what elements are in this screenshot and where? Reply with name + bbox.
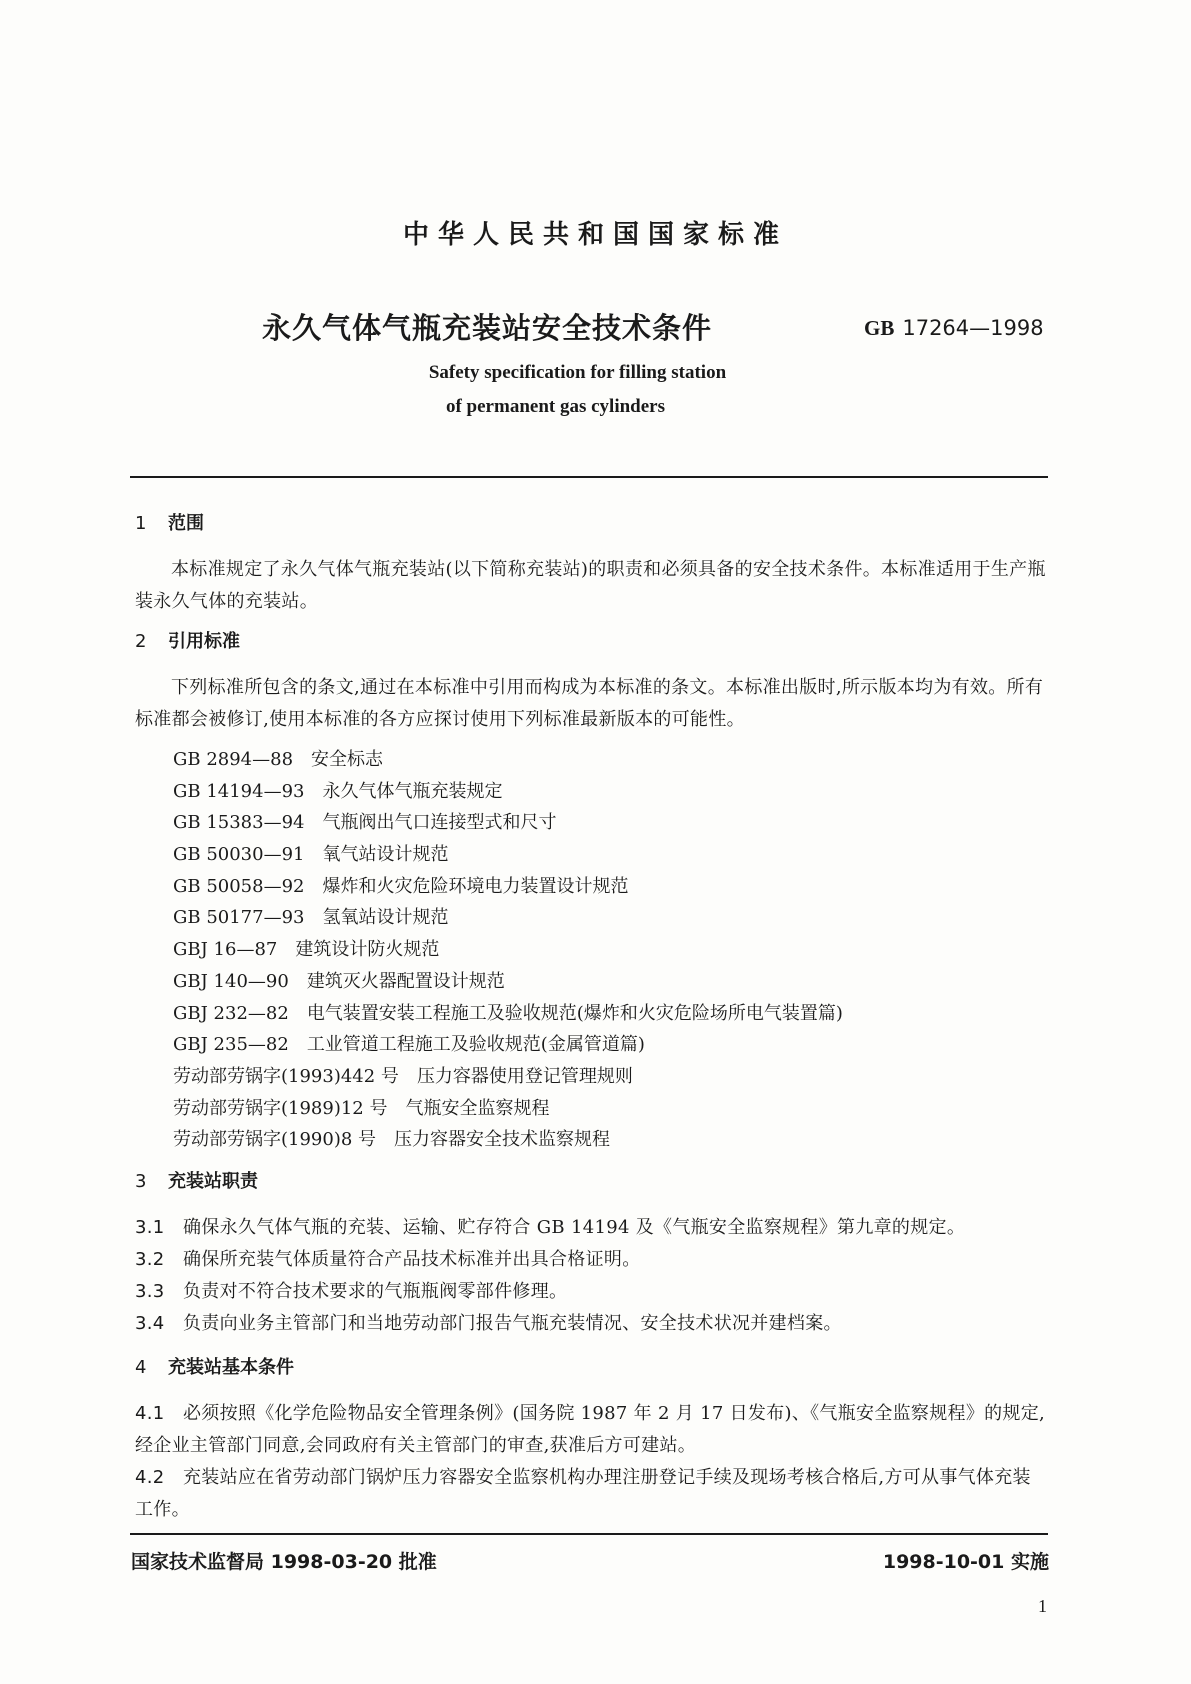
standard-number: 17264—1998 bbox=[902, 316, 1044, 340]
clause: 3.4 负责向业务主管部门和当地劳动部门报告气瓶充装情况、安全技术状况并建档案。 bbox=[135, 1312, 842, 1334]
section-heading-2: 2 引用标准 bbox=[135, 631, 240, 652]
approval-date: 国家技术监督局 1998-03-20 批准 bbox=[131, 1551, 437, 1573]
national-standard-heading: 中华人民共和国国家标准 bbox=[402, 220, 788, 250]
effective-date: 1998-10-01 实施 bbox=[882, 1551, 1049, 1573]
section-2-paragraph: 下列标准所包含的条文,通过在本标准中引用而构成为本标准的条文。本标准出版时,所示版本均为有效。所有标准都会被修订,使用本标准的各方应探讨使用下列标准最新版本的可能性。 bbox=[135, 677, 1044, 730]
header-divider bbox=[130, 476, 1048, 478]
reference-list bbox=[173, 744, 1047, 1156]
reference-item: 劳动部劳锅字(1990)8 号 压力容器安全技术监察规程 bbox=[173, 1129, 611, 1151]
english-title-line-2: of permanent gas cylinders bbox=[445, 396, 665, 417]
reference-item: GB 50177—93 氢氧站设计规范 bbox=[173, 907, 449, 929]
english-title-line-1: Safety specification for filling station bbox=[428, 362, 727, 383]
document-body bbox=[135, 508, 1047, 1526]
standard-prefix: GB bbox=[864, 316, 895, 340]
reference-item: GBJ 232—82 电气装置安装工程施工及验收规范(爆炸和火灾危险场所电气装置篇) bbox=[173, 1002, 843, 1024]
reference-item: GBJ 140—90 建筑灭火器配置设计规范 bbox=[173, 970, 505, 992]
page-number: 1 bbox=[1038, 1596, 1047, 1616]
reference-item: GBJ 235—82 工业管道工程施工及验收规范(金属管道篇) bbox=[173, 1034, 645, 1056]
reference-item: GBJ 16—87 建筑设计防火规范 bbox=[173, 939, 440, 961]
footer-divider bbox=[130, 1533, 1048, 1535]
document-title: 永久气体气瓶充装站安全技术条件 bbox=[262, 311, 713, 345]
clause: 4.2 充装站应在省劳动部门锅炉压力容器安全监察机构办理注册登记手续及现场考核合格后,方可从事气体充装工作。 bbox=[135, 1466, 1031, 1520]
section-1-paragraph: 本标准规定了永久气体气瓶充装站(以下简称充装站)的职责和必须具备的安全技术条件。本标准适用于生产瓶装永久气体的充装站。 bbox=[135, 559, 1046, 612]
clause: 3.3 负责对不符合技术要求的气瓶瓶阀零部件修理。 bbox=[135, 1280, 568, 1302]
clause: 3.1 确保永久气体气瓶的充装、运输、贮存符合 GB 14194 及《气瓶安全监察规程》第九章的规定。 bbox=[135, 1216, 966, 1238]
reference-item: GB 2894—88 安全标志 bbox=[173, 749, 384, 770]
section-heading-1: 1 范围 bbox=[135, 513, 204, 534]
reference-item: GB 50030—91 氧气站设计规范 bbox=[173, 844, 449, 866]
reference-item: GB 15383—94 气瓶阀出气口连接型式和尺寸 bbox=[173, 812, 557, 834]
clause: 4.1 必须按照《化学危险物品安全管理条例》(国务院 1987 年 2 月 17 日发布)、《气瓶安全监察规程》的规定,经企业主管部门同意,会同政府有关主管部门的审查,获准后方可建站。 bbox=[135, 1402, 1046, 1456]
clause: 3.2 确保所充装气体质量符合产品技术标准并出具合格证明。 bbox=[135, 1248, 641, 1270]
section-heading-4: 4 充装站基本条件 bbox=[135, 1356, 294, 1378]
reference-item: 劳动部劳锅字(1993)442 号 压力容器使用登记管理规则 bbox=[173, 1065, 633, 1087]
reference-item: GB 50058—92 爆炸和火灾危险环境电力装置设计规范 bbox=[173, 875, 629, 897]
reference-item: GB 14194—93 永久气体气瓶充装规定 bbox=[173, 780, 503, 802]
section-heading-3: 3 充装站职责 bbox=[135, 1170, 258, 1192]
reference-item: 劳动部劳锅字(1989)12 号 气瓶安全监察规程 bbox=[173, 1097, 550, 1119]
standard-code bbox=[864, 316, 1044, 341]
